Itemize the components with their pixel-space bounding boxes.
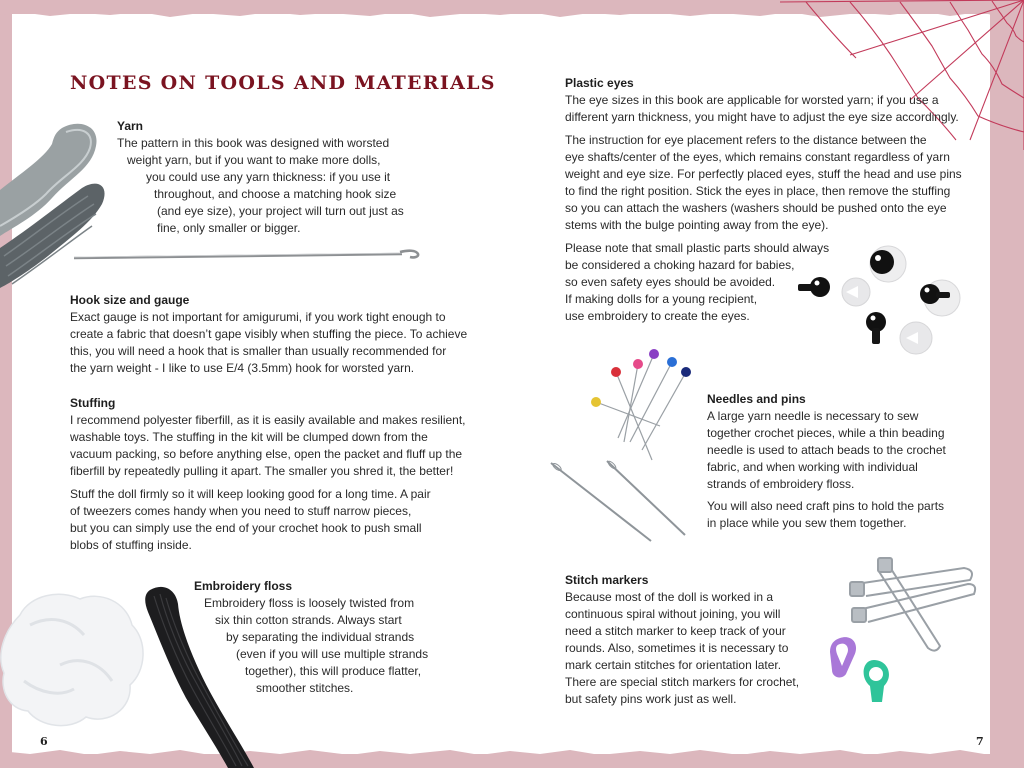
page-number-left: 6: [40, 735, 48, 748]
needles-text: in place while you sew them together.: [707, 516, 907, 530]
floss-text: together), this will produce flatter,: [245, 664, 422, 678]
stuffing-text: vacuum packing, so before anything else, open the packet and fluff up the: [70, 447, 463, 461]
needles-heading: Needles and pins: [707, 392, 806, 406]
eyes-text: weight and eye size. For perfectly placed eyes, stuff the head and use pins: [565, 167, 962, 181]
needles-text: fabric, and when working with individual: [707, 460, 918, 474]
cobweb-icon: [780, 0, 1024, 150]
stuffing-text: I recommend polyester fiberfill, as it is easily available and makes resilient,: [70, 413, 466, 427]
pins-icon: [582, 350, 712, 465]
hook-text: the yarn weight - I like to use E/4 (3.5mm) hook for worsted yarn.: [70, 361, 415, 375]
stuffing-text: fiberfill by repeatedly pulling it apart. The smaller you shred it, the better!: [70, 464, 454, 478]
eyes-text: stems with the bulge pointing away from the eye).: [565, 218, 829, 232]
eyes-text: different yarn thickness, you might have to adjust the eye size accordingly.: [565, 110, 959, 124]
eyes-text: The instruction for eye placement refers to the distance between the: [565, 133, 927, 147]
yarn-text: throughout, and choose a matching hook size: [154, 187, 397, 201]
stuffing-heading: Stuffing: [70, 396, 116, 410]
crochet-hook-icon: [72, 246, 422, 266]
eyes-text: The eye sizes in this book are applicable for worsted yarn; if you use a: [565, 93, 939, 107]
needles-text: together crochet pieces, while a thin beading: [707, 426, 945, 440]
stuffing-text: Stuff the doll firmly so it will keep looking good for a long time. A pair: [70, 487, 431, 501]
floss-text: (even if you will use multiple strands: [236, 647, 429, 661]
safety-eyes-icon: [790, 242, 966, 358]
hook-text: create a fabric that doesn’t gape visibly when stuffing the piece. To achieve: [70, 327, 468, 341]
floss-text: Embroidery floss is loosely twisted from: [204, 596, 415, 610]
yarn-text: weight yarn, but if you want to make more dolls,: [127, 153, 381, 167]
yarn-text: The pattern in this book was designed with worsted: [117, 136, 390, 150]
markers-text: Because most of the doll is worked in a: [565, 590, 774, 604]
markers-text: rounds. Also, sometimes it is necessary to: [565, 641, 789, 655]
hook-text: this, you will need a hook that is smaller than usually recommended for: [70, 344, 447, 358]
floss-heading: Embroidery floss: [194, 579, 293, 593]
eyes-text: use embroidery to create the eyes.: [565, 309, 750, 323]
eyes-text: so even safety eyes should be avoided.: [565, 275, 776, 289]
hook-heading: Hook size and gauge: [70, 293, 190, 307]
needles-text: You will also need craft pins to hold the parts: [707, 499, 945, 513]
stuffing-text: washable toys. The stuffing in the kit will be clumped down from the: [70, 430, 428, 444]
needles-icon: [545, 455, 695, 545]
eyes-text: eye shafts/center of the eyes, which remains constant regardless of yarn: [565, 150, 950, 164]
markers-text: continuous spiral without joining, you will: [565, 607, 781, 621]
markers-text: mark certain stitches for orientation later.: [565, 658, 782, 672]
floss-text: by separating the individual strands: [226, 630, 415, 644]
needles-text: needle is used to attach beads to the crochet: [707, 443, 946, 457]
markers-text: need a stitch marker to keep track of your: [565, 624, 786, 638]
eyes-heading: Plastic eyes: [565, 76, 634, 90]
yarn-skein-icon: [0, 118, 120, 293]
page-title: NOTES ON TOOLS AND MATERIALS: [70, 72, 496, 94]
stitch-marker-icon: [818, 630, 898, 708]
floss-text: six thin cotton strands. Always start: [215, 613, 402, 627]
yarn-text: you could use any yarn thickness: if you use it: [146, 170, 391, 184]
yarn-heading: Yarn: [117, 119, 144, 133]
eyes-text: be considered a choking hazard for babies,: [565, 258, 795, 272]
eyes-text: to find the right position. Stick the eyes in place, then remove the stuffing: [565, 184, 951, 198]
markers-heading: Stitch markers: [565, 573, 649, 587]
floss-text: smoother stitches.: [256, 681, 354, 695]
eyes-text: If making dolls for a young recipient,: [565, 292, 758, 306]
yarn-text: fine, only smaller or bigger.: [157, 221, 301, 235]
hook-text: Exact gauge is not important for amigurumi, if you work tight enough to: [70, 310, 446, 324]
markers-text: but safety pins work just as well.: [565, 692, 737, 706]
page-number-right: 7: [976, 735, 984, 748]
needles-text: A large yarn needle is necessary to sew: [707, 409, 919, 423]
stuffing-text: but you can simply use the end of your crochet hook to push small: [70, 521, 422, 535]
cotton-ball-icon: [0, 585, 150, 733]
eyes-text: so you can attach the washers (washers should be pushed onto the eye: [565, 201, 947, 215]
yarn-text: (and eye size), your project will turn out just as: [157, 204, 404, 218]
needles-text: strands of embroidery floss.: [707, 477, 855, 491]
stuffing-text: blobs of stuffing inside.: [70, 538, 192, 552]
eyes-text: Please note that small plastic parts should always: [565, 241, 830, 255]
stuffing-text: of tweezers comes handy when you need to stuff narrow pieces,: [70, 504, 412, 518]
markers-text: There are special stitch markers for crochet,: [565, 675, 800, 689]
